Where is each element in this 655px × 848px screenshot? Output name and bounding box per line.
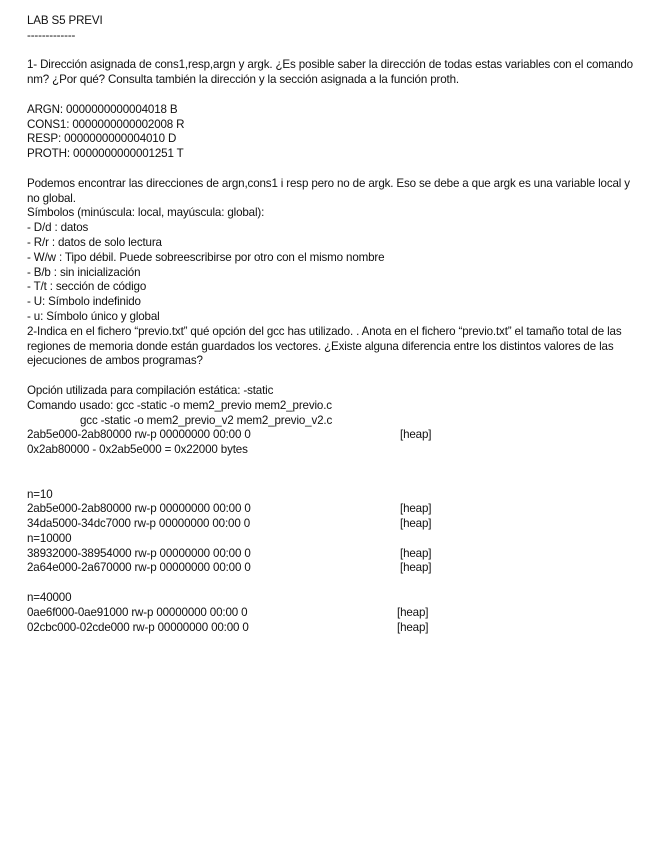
legend-item: - u: Símbolo único y global xyxy=(27,309,160,323)
command-1: Comando usado: gcc -static -o mem2_previo mem2_previo.c xyxy=(27,398,332,412)
symbol-resp: RESP: 0000000000004010 D xyxy=(27,132,177,146)
legend-item: - W/w : Tipo débil. Puede sobreescribirse por otro con el mismo nombre xyxy=(27,250,385,264)
n40000-label: n=40000 xyxy=(27,591,72,605)
command-2: gcc -static -o mem2_previo_v2 mem2_previo_v2.c xyxy=(80,413,333,427)
heap-tag: [heap] xyxy=(400,502,432,516)
map-row xyxy=(27,517,637,532)
document-page xyxy=(27,14,637,635)
map-row xyxy=(27,547,637,562)
map-range: 34da5000-34dc7000 rw-p 00000000 00:00 0 xyxy=(27,517,250,531)
heap-tag: [heap] xyxy=(400,428,432,442)
map-row xyxy=(27,621,637,636)
symbol-argn: ARGN: 0000000000004018 B xyxy=(27,102,178,116)
map-range: 2ab5e000-2ab80000 rw-p 00000000 00:00 0 xyxy=(27,502,251,516)
heap-tag: [heap] xyxy=(400,517,432,531)
map-range: 2a64e000-2a670000 rw-p 00000000 00:00 0 xyxy=(27,561,251,575)
legend-item: - U: Símbolo indefinido xyxy=(27,295,141,309)
n10000-label: n=10000 xyxy=(27,531,72,545)
heap-tag: [heap] xyxy=(400,546,432,560)
symbol-cons1: CONS1: 0000000000002008 R xyxy=(27,117,185,131)
answer-1: Podemos encontrar las direcciones de argn,cons1 i resp pero no de argk. Eso se debe a que argk es una variable local y no global. xyxy=(27,176,630,205)
legend-item: - R/r : datos de solo lectura xyxy=(27,235,162,249)
legend-item: - B/b : sin inicialización xyxy=(27,265,141,279)
map-row xyxy=(27,428,637,443)
map-row xyxy=(27,561,637,576)
legend-title: Símbolos (minúscula: local, mayúscula: global): xyxy=(27,206,265,220)
n10-label: n=10 xyxy=(27,487,53,501)
title-underline: ------------- xyxy=(27,28,76,42)
symbol-proth: PROTH: 0000000000001251 T xyxy=(27,147,184,161)
question-1: 1- Dirección asignada de cons1,resp,argn y argk. ¿Es posible saber la dirección de todas estas variables con el comando nm? ¿Por qué? Consulta también la dirección y la sección asignada a la función proth. xyxy=(27,58,633,87)
map-row xyxy=(27,502,637,517)
map-range: 38932000-38954000 rw-p 00000000 00:00 0 xyxy=(27,546,251,560)
heap-tag: [heap] xyxy=(400,561,432,575)
heap-tag: [heap] xyxy=(397,605,429,619)
map-range: 0ae6f000-0ae91000 rw-p 00000000 00:00 0 xyxy=(27,605,248,619)
map-range: 02cbc000-02cde000 rw-p 00000000 00:00 0 xyxy=(27,620,249,634)
doc-title: LAB S5 PREVI xyxy=(27,14,103,27)
size-calculation: 0x2ab80000 - 0x2ab5e000 = 0x22000 bytes xyxy=(27,443,248,457)
legend-item: - T/t : sección de código xyxy=(27,280,147,294)
heap-tag: [heap] xyxy=(397,620,429,634)
map-range: 2ab5e000-2ab80000 rw-p 00000000 00:00 0 xyxy=(27,428,251,442)
compile-option: Opción utilizada para compilación estática: -static xyxy=(27,383,274,397)
map-row xyxy=(27,606,637,621)
question-2: 2-Indica en el fichero “previo.txt” qué opción del gcc has utilizado. . Anota en el fichero “previo.txt” el tamaño total de las regiones de memoria donde están guardados los vectores. ¿Existe alguna diferencia entre los distintos valores de las ejecuciones de ambos programas? xyxy=(27,324,622,368)
legend-item: - D/d : datos xyxy=(27,221,89,235)
